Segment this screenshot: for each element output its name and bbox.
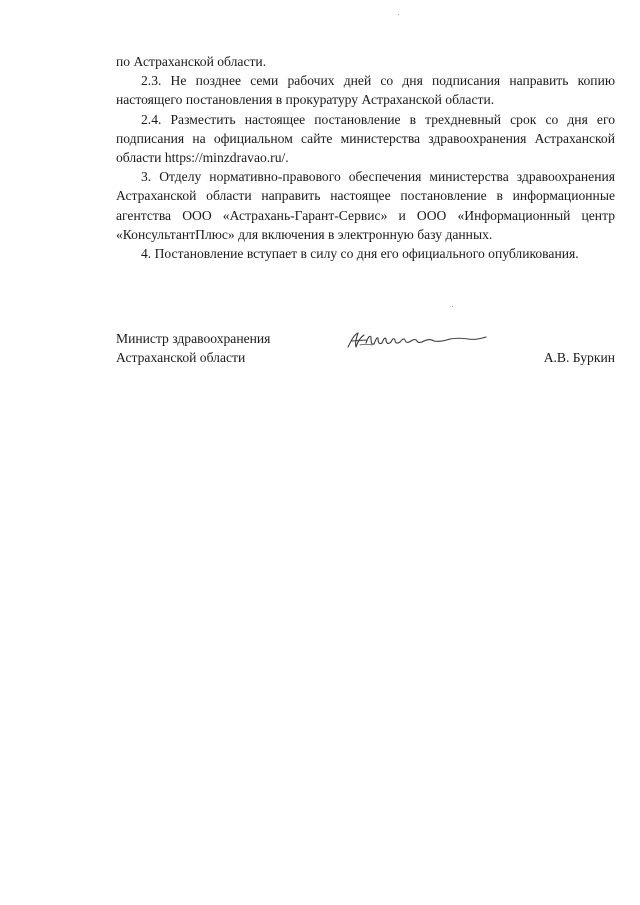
signer-title-line2: Астраханской области xyxy=(116,350,246,366)
scan-speck xyxy=(452,306,453,307)
handwritten-signature xyxy=(344,329,504,353)
signer-name: А.В. Буркин xyxy=(543,350,615,365)
signature-block xyxy=(116,329,615,369)
paragraph-4: 4. Постановление вступает в силу со дня его официального опубликования. xyxy=(141,246,579,262)
paragraph-continuation: по Астраханской области. xyxy=(116,54,267,69)
signer-title xyxy=(116,329,336,367)
scan-speck xyxy=(398,14,399,15)
paragraph-2-3: 2.3. Не позднее семи рабочих дней со дня подписания направить копию настоящего постановления в прокуратуру Астраханской области. xyxy=(116,73,615,108)
paragraph-3: 3. Отделу нормативно-правового обеспечения министерства здравоохранения Астраханской области направить настоящее постановление в информационные агентства ООО «Астрахань-Гарант-Сервис» и ООО «Информационный центр «КонсультантПлюс» для включения в электронную базу данных. xyxy=(116,169,615,242)
paragraph-2-4: 2.4. Разместить настоящее постановление в трехдневный срок со дня его подписания на официальном сайте министерства здравоохранения Астраханской области https://minzdravao.ru/. xyxy=(116,111,615,166)
document-body xyxy=(116,52,615,263)
signer-title-line1: Министр здравоохранения xyxy=(116,331,271,346)
